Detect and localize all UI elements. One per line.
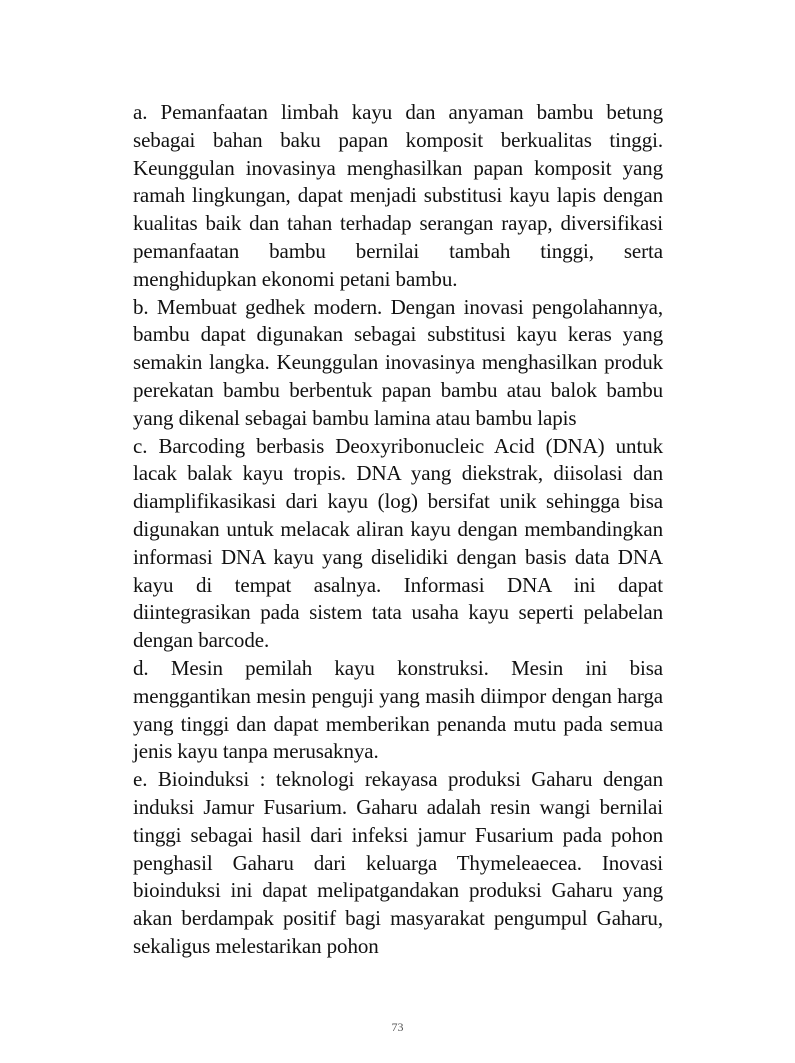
paragraph-d: d. Mesin pemilah kayu konstruksi. Mesin ini bisa menggantikan mesin penguji yang masih diimpor dengan harga yang tinggi dan dapat memberikan penanda mutu pada semua jenis kayu tanpa merusaknya. [133,655,663,764]
paragraph-a: a. Pemanfaatan limbah kayu dan anyaman bambu betung sebagai bahan baku papan komposit berkualitas tinggi. Keunggulan inovasinya menghasilkan papan komposit yang ramah lingkungan, dapat menjadi substitusi kayu lapis dengan kualitas baik dan tahan terhadap serangan rayap, diversifikasi pemanfaatan bambu bernilai tambah tinggi, serta menghidupkan ekonomi petani bambu. [133,100,663,291]
page-number: 73 [391,1020,404,1034]
paragraph-c: c. Barcoding berbasis Deoxyribonucleic Acid (DNA) untuk lacak balak kayu tropis. DNA yang diekstrak, diisolasi dan diamplifikasikasi dari kayu (log) bersifat unik sehingga bisa digunakan untuk melacak aliran kayu dengan membandingkan informasi DNA kayu yang diselidiki dengan basis data DNA kayu di tempat asalnya. Informasi DNA ini dapat diintegrasikan pada sistem tata usaha kayu seperti pelabelan dengan barcode. [133,433,663,653]
body-text [133,99,663,961]
paragraph-e: e. Bioinduksi : teknologi rekayasa produksi Gaharu dengan induksi Jamur Fusarium. Gaharu adalah resin wangi bernilai tinggi sebagai hasil dari infeksi jamur Fusarium pada pohon penghasil Gaharu dari keluarga Thymeleaecea. Inovasi bioinduksi ini dapat melipatgandakan produksi Gaharu yang akan berdampak positif bagi masyarakat pengumpul Gaharu, sekaligus melestarikan pohon [133,767,663,958]
paragraph-b: b. Membuat gedhek modern. Dengan inovasi pengolahannya, bambu dapat digunakan sebagai substitusi kayu keras yang semakin langka. Keunggulan inovasinya menghasilkan produk perekatan bambu berbentuk papan bambu atau balok bambu yang dikenal sebagai bambu lamina atau bambu lapis [133,294,663,430]
